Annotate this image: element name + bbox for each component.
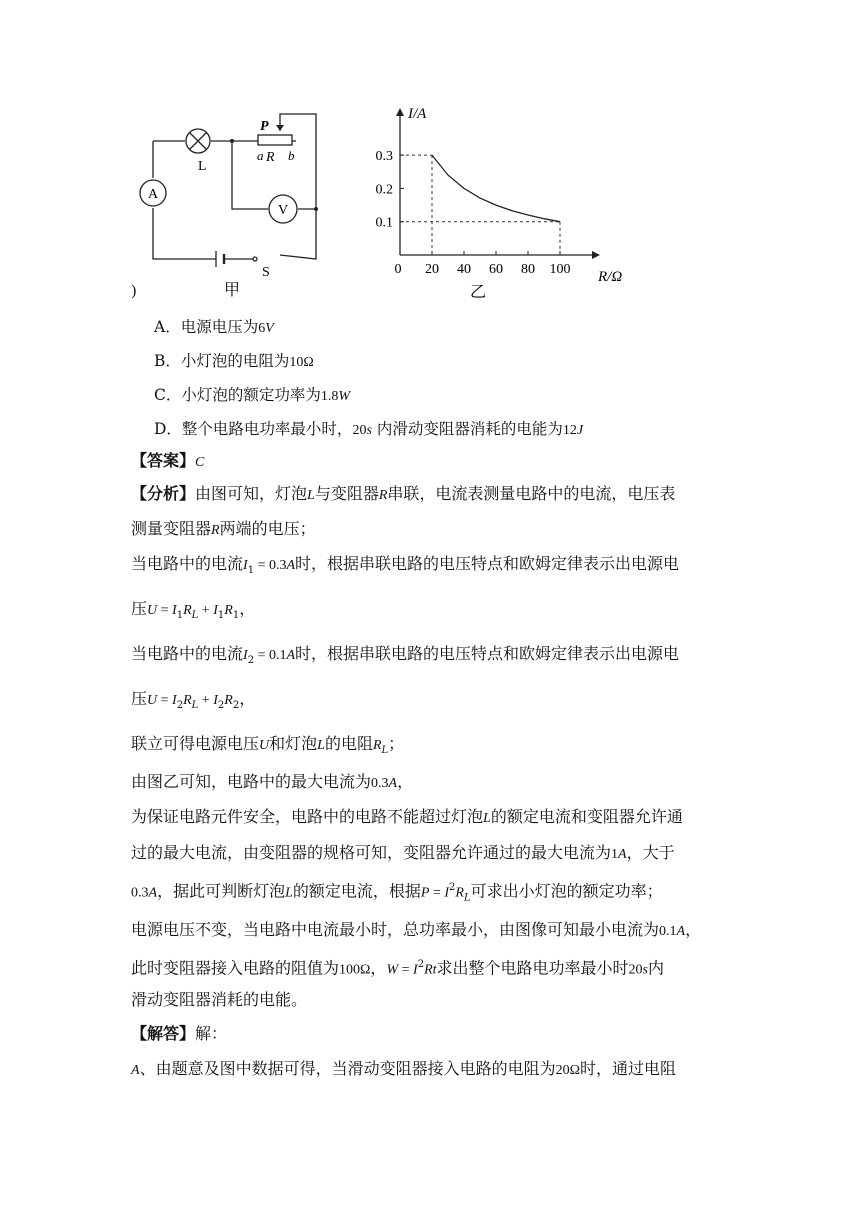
end-b-label: b xyxy=(288,148,295,163)
answer-line: 【答案】C xyxy=(131,451,205,470)
analysis-line-3: 当电路中的电流$I_1 = 0.3A$时，根据串联电路的电压特点和欧姆定律表示出电源电 xyxy=(131,554,680,577)
analysis-line-10: 过的最大电流，由变阻器的规格可知，变阻器允许通过的最大电流为1A，大于 xyxy=(131,843,675,862)
analysis-line-11: 0.3A，据此可判断灯泡L的额定电流，根据$P = I^2R_L$可求出小灯泡的额定功率； xyxy=(131,881,663,904)
x-tick-label: 80 xyxy=(521,262,535,277)
option-b: B．小灯泡的电阻为10Ω xyxy=(154,352,314,370)
x-tick-label: 0 xyxy=(394,262,402,277)
question-paren: ) xyxy=(131,282,137,300)
figure-yi-caption: 乙 xyxy=(470,284,487,300)
y-axis-label: I/A xyxy=(408,106,427,122)
x-axis-arrow xyxy=(592,251,600,259)
switch-label: S xyxy=(262,265,270,280)
analysis-line-6: 压$U = I_2R_L + I_2R_2$， xyxy=(131,689,256,712)
analysis-line-12: 电源电压不变，当电路中电流最小时，总功率最小，由图像可知最小电流为0.1A， xyxy=(131,920,702,939)
analysis-line-14: 滑动变阻器消耗的电能。 xyxy=(131,990,308,1009)
circuit-diagram xyxy=(128,108,338,300)
y-tick-label: 0.3 xyxy=(375,149,393,165)
lamp-label: L xyxy=(198,159,207,174)
current-curve xyxy=(432,155,560,222)
analysis-line-1: 【分析】由图可知，灯泡L与变阻器R串联，电流表测量电路中的电流，电压表 xyxy=(131,484,676,503)
end-a-label: a xyxy=(257,148,264,163)
y-tick-label: 0.1 xyxy=(375,215,393,231)
analysis-line-13: 此时变阻器接入电路的阻值为100Ω，$W = I^2Rt$求出整个电路电功率最小时20s内 xyxy=(131,958,664,978)
analysis-line-2: 测量变阻器R两端的电压； xyxy=(131,519,316,538)
option-a: A．电源电压为6V xyxy=(154,318,274,336)
solution-line-1: A、由题意及图中数据可得，当滑动变阻器接入电路的电阻为20Ω时，通过电阻 xyxy=(131,1059,676,1078)
analysis-line-4: 压$U = I_1R_L + I_1R_1$， xyxy=(131,599,256,622)
y-axis-arrow xyxy=(396,108,404,116)
x-tick-label: 100 xyxy=(549,262,571,277)
figure-jia-caption: 甲 xyxy=(224,282,241,299)
analysis-line-5: 当电路中的电流$I_2 = 0.1A$时，根据串联电路的电压特点和欧姆定律表示出电源电 xyxy=(131,644,680,667)
x-tick-label: 20 xyxy=(425,262,439,277)
ammeter-label: A xyxy=(148,187,159,202)
x-tick-label: 60 xyxy=(489,262,503,277)
slider-label: P xyxy=(260,119,269,134)
analysis-line-7: 联立可得电源电压U和灯泡L的电阻$R_L$； xyxy=(131,734,405,757)
solution-heading: 【解答】解： xyxy=(131,1024,228,1043)
voltmeter-label: V xyxy=(278,203,289,218)
option-d: D．整个电路电功率最小时，20s 内滑动变阻器消耗的电能为12J xyxy=(154,420,584,438)
x-tick-label: 40 xyxy=(457,262,471,277)
x-axis-label: R/Ω xyxy=(598,269,623,285)
answer-value: C xyxy=(195,455,205,470)
option-c: C．小灯泡的额定功率为1.8W xyxy=(154,386,351,404)
analysis-line-8: 由图乙可知，电路中的最大电流为0.3A， xyxy=(131,772,414,791)
y-tick-label: 0.2 xyxy=(375,182,393,198)
current-resistance-graph xyxy=(362,100,642,300)
analysis-line-9: 为保证电路元件安全，电路中的电路不能超过灯泡L的额定电流和变阻器允许通 xyxy=(131,807,683,826)
rheostat-label: R xyxy=(266,150,275,165)
